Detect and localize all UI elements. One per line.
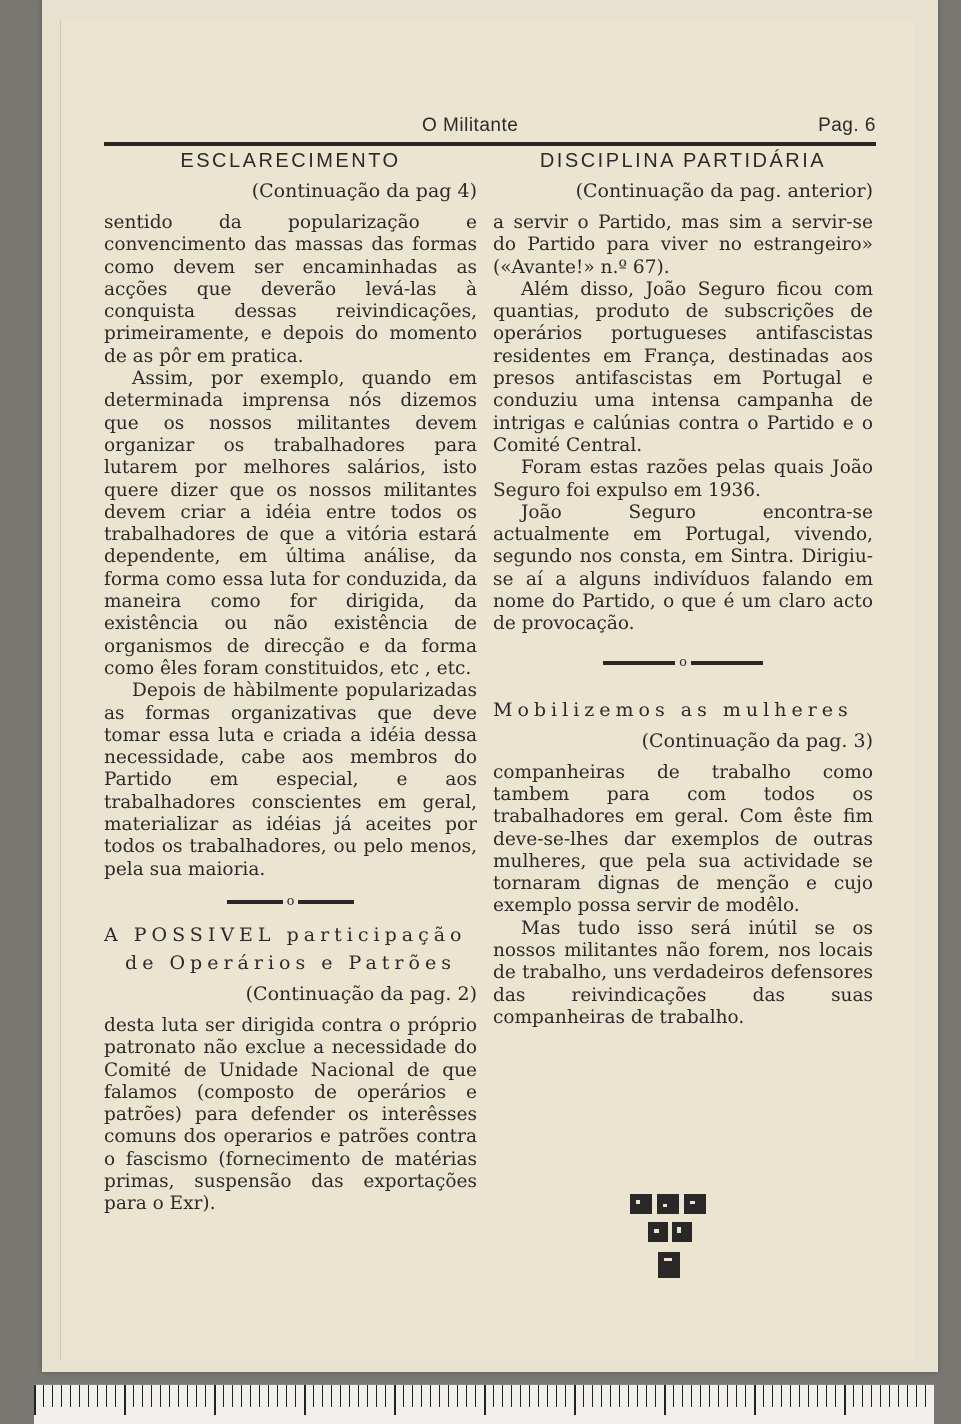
page-number: Pag. 6 — [818, 115, 876, 136]
section-divider: o — [493, 656, 873, 670]
left-column — [104, 148, 477, 1216]
paragraph: companheiras de trabalho como tambem para com todos os trabalhadores em geral. Com êste fim deve-se-lhes dar exemplos de outras mulheres, que pela sua actividade se tornaram dignas de menção e cujo exemplo possa servir de modêlo. — [493, 761, 873, 917]
section-divider: o — [104, 895, 477, 909]
article-heading-line1: A POSSIVEL participação — [104, 923, 467, 946]
paragraph: Mas tudo isso será inútil se os nossos militantes não forem, nos locais de trabalho, uns verdadeiros defensores das reivindicações das suas companheiras de trabalho. — [493, 917, 873, 1028]
block-emblem-icon — [630, 1194, 708, 1284]
article-heading-disciplina: DISCIPLINA PARTIDÁRIA — [539, 150, 827, 172]
publication-title: O Militante — [422, 115, 519, 136]
paragraph: Assim, por exemplo, quando em determinada imprensa nós dizemos que os nossos militantes devem organizar os trabalhadores para lutarem por melhores salários, isto quere dizer que os nossos militantes devem criar a idéia entre todos os trabalhadores de que a vitória estará dependente, em última análise, da forma como essa luta for conduzida, da maneira como for dirigida, da existência ou não existência de organismos de direcção e da forma como êles foram constituidos, etc , etc. — [104, 368, 477, 679]
paragraph: sentido da popularização e convencimento das massas das formas como devem ser encaminhadas as acções que deverão levá-las à conquista dessas reivindicações, primeiramente, e depois do momento de as pôr em pratica. — [104, 212, 477, 367]
article-heading-line2: de Operários e Patrões — [125, 951, 456, 974]
right-column — [493, 148, 873, 1029]
paragraph: Foram estas razões pelas quais João Seguro foi expulso em 1936. — [493, 457, 873, 501]
continuation-note: (Continuação da pag 4) — [251, 180, 477, 202]
article-heading-mobilizemos: Mobilizemos as mulheres — [493, 698, 853, 721]
paragraph: Além disso, João Seguro ficou com quantias, produto de subscrições de operários portugueses antifascistas residentes em França, destinadas aos presos antifascistas em Portugal e conduziu uma intensa campanha de intrigas e calúnias contra o Partido e o Comité Central. — [493, 278, 873, 456]
paragraph: desta luta ser dirigida contra o próprio patronato não exclue a necessidade do Comité de Unidade Nacional de que falamos (composto de operários e patrões) para defender os interêsses comuns dos operarios e patrões contra o fascismo (fornecimento de matérias primas, suspensão das exportações para o Exr). — [104, 1014, 477, 1215]
continuation-note: (Continuação da pag. 3) — [641, 729, 873, 752]
continuation-note: (Continuação da pag. 2) — [245, 982, 477, 1005]
article-heading-esclarecimento: ESCLARECIMENTO — [180, 150, 401, 172]
paragraph: João Seguro encontra-se actualmente em Portugal, vivendo, segundo nos consta, em Sintra. Dirigiu-se aí a alguns indivíduos falando em nome do Partido, o que é um claro acto de provocação. — [493, 501, 873, 635]
measuring-ruler — [34, 1384, 934, 1424]
paragraph: a servir o Partido, mas sim a servir-se do Partido para viver no estrangeiro» («Avante!» n.º 67). — [493, 212, 873, 278]
header-rule — [104, 142, 876, 146]
paragraph: Depois de hàbilmente popularizadas as formas organizativas que deve tomar essa luta e criada a idéia dessa necessidade, cabe aos membros do Partido em especial, e aos trabalhadores conscientes em geral, materializar as idéias já aceites por todos os trabalhadores, ou pelo menos, pela sua maioria. — [104, 680, 477, 880]
page-header — [104, 113, 876, 145]
continuation-note: (Continuação da pag. anterior) — [575, 180, 873, 202]
